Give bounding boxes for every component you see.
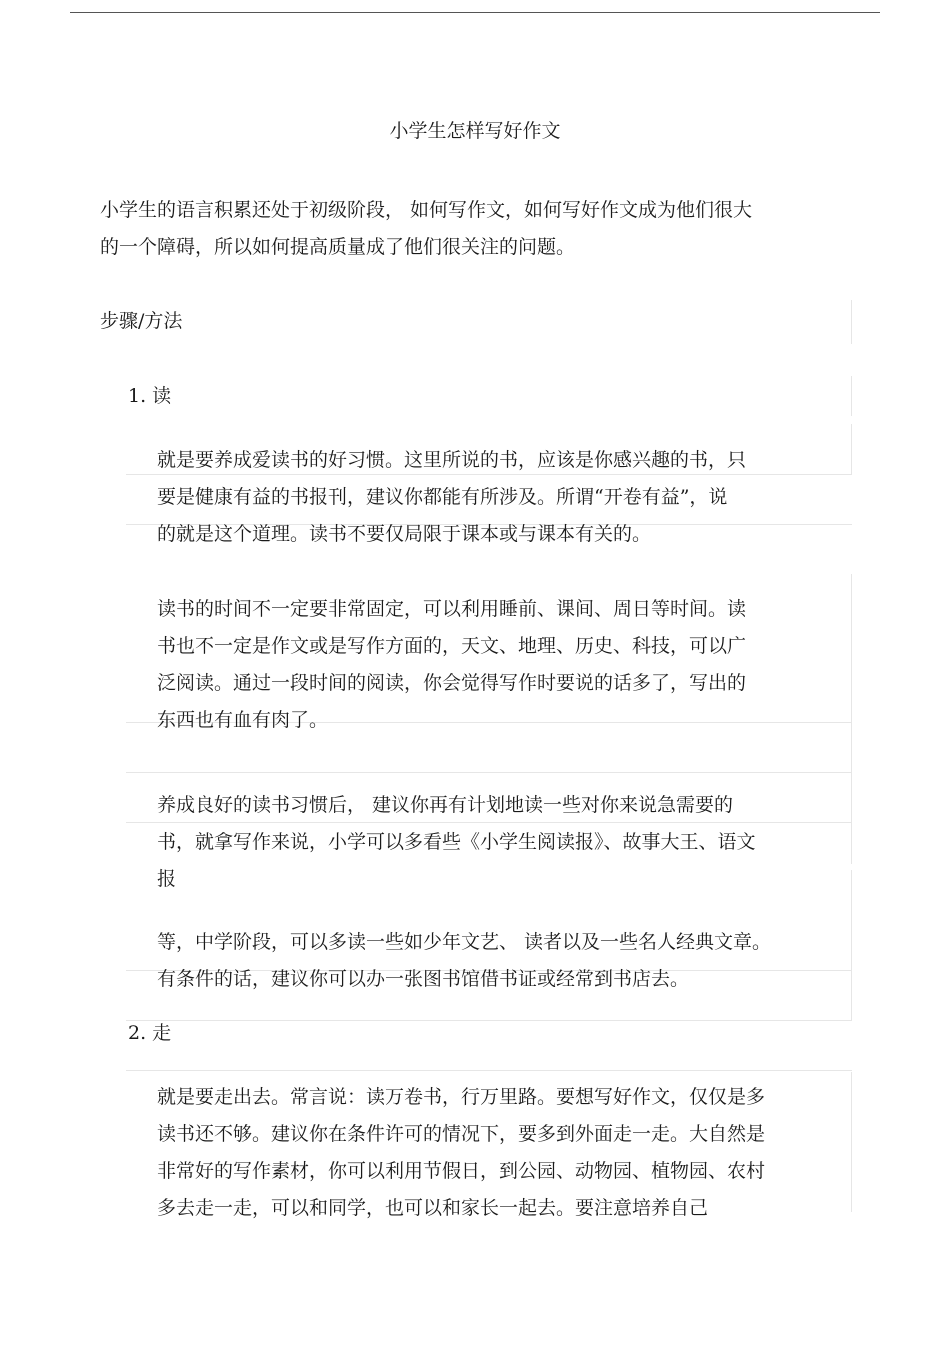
paragraph-line: 书也不一定是作文或是写作方面的，天文、地理、历史、科技，可以广 xyxy=(157,635,747,657)
paragraph-line: 的就是这个道理。读书不要仅局限于课本或与课本有关的。 xyxy=(157,523,652,545)
intro-line: 的一个障碍，所以如何提高质量成了他们很关注的问题。 xyxy=(100,236,576,258)
paragraph-line: 非常好的写作素材，你可以利用节假日，到公园、动物园、植物园、农村 xyxy=(157,1160,766,1182)
guide-line xyxy=(851,870,852,1020)
header-rule xyxy=(70,12,880,13)
guide-line xyxy=(126,772,852,773)
step-paragraph xyxy=(157,442,847,553)
document-title: 小学生怎样写好作文 xyxy=(389,120,561,142)
section-heading xyxy=(100,303,840,340)
guide-line xyxy=(126,1070,852,1071)
paragraph-line: 读书的时间不一定要非常固定，可以利用睡前、课间、周日等时间。读 xyxy=(157,598,747,620)
paragraph-line: 多去走一走，可以和同学，也可以和家长一起去。要注意培养自己 xyxy=(157,1197,709,1219)
paragraph-line: 报 xyxy=(157,868,177,890)
step-label-text: 1. 读 xyxy=(128,385,172,407)
section-heading-text: 步骤/方法 xyxy=(100,310,183,332)
guide-line xyxy=(851,300,852,344)
guide-line xyxy=(851,1072,852,1212)
paragraph-line: 就是要养成爱读书的好习惯。这里所说的书，应该是你感兴趣的书，只 xyxy=(157,449,747,471)
paragraph-line: 就是要走出去。常言说：读万卷书，行万里路。要想写好作文，仅仅是多 xyxy=(157,1086,766,1108)
step-label-text: 2. 走 xyxy=(128,1022,172,1044)
paragraph-line: 要是健康有益的书报刊，建议你都能有所涉及。所谓“开卷有益”，说 xyxy=(157,486,728,508)
paragraph-line: 养成良好的读书习惯后， 建议你再有计划地读一些对你来说急需要的 xyxy=(157,794,734,816)
paragraph-line: 泛阅读。通过一段时间的阅读，你会觉得写作时要说的话多了，写出的 xyxy=(157,672,747,694)
guide-line xyxy=(851,424,852,474)
paragraph-line: 书，就拿写作来说，小学可以多看些《小学生阅读报》、故事大王、语文 xyxy=(157,831,756,853)
step-paragraph xyxy=(157,1079,847,1227)
step-paragraph xyxy=(157,924,847,998)
paragraph-line: 等，中学阶段，可以多读一些如少年文艺、 读者以及一些名人经典文章。 xyxy=(157,931,772,953)
paragraph-line: 读书还不够。建议你在条件许可的情况下，要多到外面走一走。大自然是 xyxy=(157,1123,766,1145)
intro-line: 小学生的语言积累还处于初级阶段， 如何写作文，如何写好作文成为他们很大 xyxy=(100,199,753,221)
paragraph-line: 有条件的话，建议你可以办一张图书馆借书证或经常到书店去。 xyxy=(157,968,690,990)
step-label xyxy=(128,1015,868,1052)
step-paragraph xyxy=(157,591,847,739)
intro-paragraph xyxy=(100,192,840,266)
step-label xyxy=(128,378,868,415)
guide-line xyxy=(851,574,852,864)
paragraph-line: 东西也有血有肉了。 xyxy=(157,709,329,731)
step-paragraph xyxy=(157,787,847,898)
